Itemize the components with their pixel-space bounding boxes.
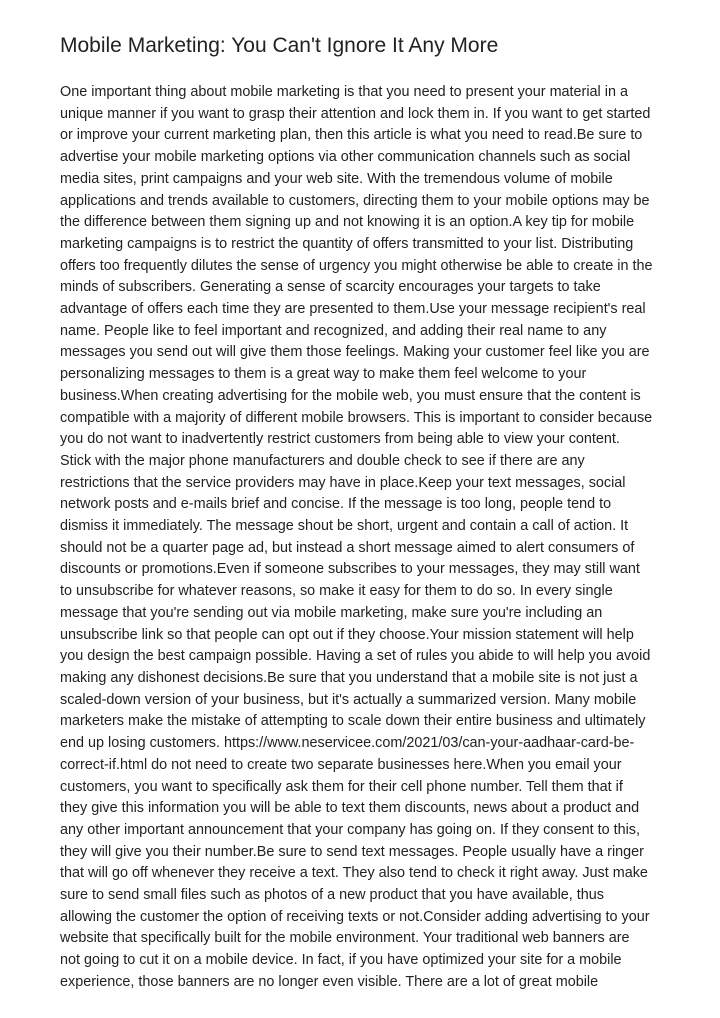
body-line: customers, you want to specifically ask them for their cell phone number. Tell them that if: [60, 778, 623, 795]
body-line: should not be a quarter page ad, but instead a short message aimed to alert consumers of: [60, 539, 635, 556]
body-line: any other important announcement that your company has going on. If they consent to this,: [60, 821, 640, 838]
body-line: restrictions that the service providers may have in place.Keep your text messages, social: [60, 474, 626, 491]
body-line: marketers make the mistake of attempting to scale down their entire business and ultimately: [60, 713, 646, 730]
body-line: media sites, print campaigns and your web site. With the tremendous volume of mobile: [60, 170, 613, 187]
body-line: Stick with the major phone manufacturers and double check to see if there are any: [60, 452, 585, 469]
body-line: they give this information you will be able to text them discounts, news about a product and: [60, 800, 640, 817]
body-line: advantage of offers each time they are presented to them.Use your message recipient's real: [60, 301, 646, 318]
body-line: making any dishonest decisions.Be sure that you understand that a mobile site is not just a: [60, 669, 638, 686]
body-line: name. People like to feel important and recognized, and adding their real name to any: [60, 322, 607, 339]
body-line: message that you're sending out via mobile marketing, make sure you're including an: [60, 604, 603, 621]
body-line: not going to cut it on a mobile device. In fact, if you have optimized your site for a mobile: [60, 952, 622, 969]
body-line: you do not want to inadvertently restrict customers from being able to view your content.: [60, 431, 620, 448]
body-line: applications and trends available to customers, directing them to your mobile options may be: [60, 192, 650, 209]
body-line: that will go off whenever they receive a text. They also tend to check it right away. Just make: [60, 865, 648, 882]
body-line: to unsubscribe for whatever reasons, so make it easy for them to do so. In every single: [60, 583, 613, 600]
body-line: advertise your mobile marketing options via other communication channels such as social: [60, 149, 631, 166]
article-body: [60, 82, 660, 994]
body-line: end up losing customers. https://www.neservicee.com/2021/03/can-your-aadhaar-card-be-: [60, 735, 635, 752]
body-line: the difference between them signing up and not knowing it is an option.A key tip for mobile: [60, 214, 635, 231]
body-line: experience, those banners are no longer even visible. There are a lot of great mobile: [60, 973, 599, 990]
body-line: minds of subscribers. Generating a sense of scarcity encourages your targets to take: [60, 279, 601, 296]
body-line: you design the best campaign possible. Having a set of rules you abide to will help you avoid: [60, 648, 651, 665]
body-line: or improve your current marketing plan, then this article is what you need to read.Be sure to: [60, 127, 643, 144]
body-line: discounts or promotions.Even if someone subscribes to your messages, they may still want: [60, 561, 640, 578]
body-line: unique manner if you want to grasp their attention and lock them in. If you want to get started: [60, 105, 651, 122]
body-line: they will give you their number.Be sure to send text messages. People usually have a ringer: [60, 843, 644, 860]
body-line: website that specifically built for the mobile environment. Your traditional web banners are: [60, 930, 630, 947]
body-line: offers too frequently dilutes the sense of urgency you might otherwise be able to create in the: [60, 257, 653, 274]
body-line: personalizing messages to them is a great way to make them feel welcome to your: [60, 366, 587, 383]
body-line: One important thing about mobile marketing is that you need to present your material in a: [60, 84, 628, 100]
body-line: allowing the customer the option of receiving texts or not.Consider adding advertising to your: [60, 908, 650, 925]
page-title: Mobile Marketing: You Can't Ignore It Any More: [60, 34, 499, 57]
body-line: network posts and e-mails brief and concise. If the message is too long, people tend to: [60, 496, 612, 513]
body-line: correct-if.html do not need to create two separate businesses here.When you email your: [60, 756, 622, 773]
body-line: messages you send out will give them those feelings. Making your customer feel like you are: [60, 344, 650, 361]
body-line: business.When creating advertising for the mobile web, you must ensure that the content is: [60, 387, 641, 404]
body-line: sure to send small files such as photos of a new product that you have available, thus: [60, 887, 604, 904]
body-line: marketing campaigns is to restrict the quantity of offers transmitted to your list. Distributing: [60, 235, 634, 252]
body-line: scaled-down version of your business, but it's actually a summarized version. Many mobile: [60, 691, 637, 708]
body-line: compatible with a majority of different mobile browsers. This is important to consider because: [60, 409, 653, 426]
body-line: dismiss it immediately. The message shout be short, urgent and contain a call of action. It: [60, 518, 629, 535]
body-line: unsubscribe link so that people can opt out if they choose.Your mission statement will help: [60, 626, 634, 643]
